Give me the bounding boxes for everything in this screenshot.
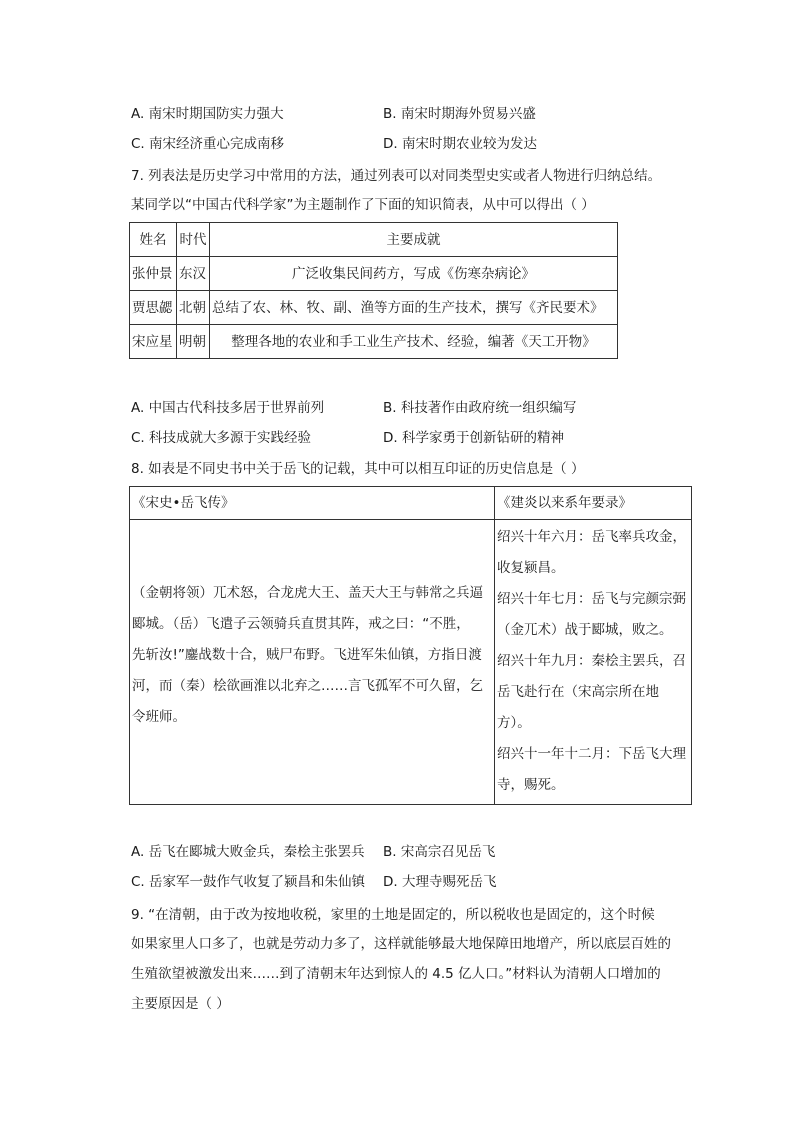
table-cell-achievement: 总结了农、林、牧、副、渔等方面的生产技术，撰写《齐民要术》 — [210, 291, 618, 325]
table-cell-jianyan — [495, 520, 692, 805]
table-cell-era: 北朝 — [177, 291, 210, 325]
table-row — [130, 257, 618, 291]
text-line: （金兀术）战于郾城，败之。 — [497, 622, 673, 638]
text-line: 岳飞赴行在（宋高宗所在地 — [497, 684, 659, 700]
q7-scientist-table — [129, 222, 618, 359]
text-line: 令班师。 — [132, 709, 186, 725]
q8-source-table — [129, 486, 692, 805]
table-cell-era: 东汉 — [177, 257, 210, 291]
table-cell-era: 明朝 — [177, 325, 210, 359]
table-cell-name: 贾思勰 — [130, 291, 177, 325]
table-header-row — [130, 223, 618, 257]
q7-option-b: B. 科技著作由政府统一组织编写 — [383, 400, 577, 416]
table-row — [130, 520, 692, 805]
q8-option-a: A. 岳飞在郾城大败金兵，秦桧主张罢兵 — [131, 844, 365, 860]
table-cell-name: 张仲景 — [130, 257, 177, 291]
text-line: 郾城。（岳）飞遣子云领骑兵直贯其阵，戒之曰：“不胜， — [132, 616, 470, 632]
q6-option-d: D. 南宋时期农业较为发达 — [383, 136, 537, 152]
q9-line-2: 如果家里人口多了，也就是劳动力多了，这样就能够最大地保障田地增产，所以底层百姓的 — [131, 936, 671, 952]
text-line: 绍兴十年九月：秦桧主罢兵，召 — [497, 653, 686, 669]
q9-line-3: 生殖欲望被激发出来……到了清朝末年达到惊人的 4.5 亿人口。”材料认为清朝人口增加的 — [131, 966, 661, 982]
table-cell-achievement: 广泛收集民间药方，写成《伤寒杂病论》 — [210, 257, 618, 291]
text-line: 寺，赐死。 — [497, 777, 565, 793]
q8-option-b: B. 宋高宗召见岳飞 — [383, 844, 496, 860]
q8-option-c: C. 岳家军一鼓作气收复了颍昌和朱仙镇 — [131, 874, 366, 890]
table-cell-achievement: 整理各地的农业和手工业生产技术、经验，编著《天工开物》 — [210, 325, 618, 359]
table-header-name: 姓名 — [130, 223, 177, 257]
text-line: 收复颍昌。 — [497, 560, 565, 576]
q6-option-c: C. 南宋经济重心完成南移 — [131, 136, 285, 152]
table-row — [130, 291, 618, 325]
q7-option-d: D. 科学家勇于创新钻研的精神 — [383, 430, 564, 446]
q6-option-a: A. 南宋时期国防实力强大 — [131, 106, 284, 122]
text-line: （金朝将领）兀术怒，合龙虎大王、盖天大王与韩常之兵逼 — [132, 585, 483, 601]
table-row — [130, 325, 618, 359]
table-header-jianyan: 《建炎以来系年要录》 — [495, 487, 692, 520]
q6-option-b: B. 南宋时期海外贸易兴盛 — [383, 106, 536, 122]
q8-option-d: D. 大理寺赐死岳飞 — [383, 874, 497, 890]
text-line: 先斩汝!”鏖战数十合，贼尸布野。飞进军朱仙镇，方指日渡 — [132, 647, 482, 663]
table-header-row — [130, 487, 692, 520]
text-line: 方）。 — [497, 715, 531, 731]
text-line: 绍兴十一年十二月：下岳飞大理 — [497, 746, 686, 762]
q7-option-c: C. 科技成就大多源于实践经验 — [131, 430, 312, 446]
table-header-era: 时代 — [177, 223, 210, 257]
q7-stem-line-1: 7. 列表法是历史学习中常用的方法，通过列表可以对同类型史实或者人物进行归纳总结。 — [131, 168, 662, 184]
text-line: 河，而（秦）桧欲画淮以北弃之……言飞孤军不可久留，乞 — [132, 678, 483, 694]
table-header-achievement: 主要成就 — [210, 223, 618, 257]
q9-line-4: 主要原因是（ ） — [131, 996, 230, 1012]
q9-line-1: 9. “在清朝，由于改为按地收税，家里的土地是固定的，所以税收也是固定的，这个时候 — [131, 907, 655, 923]
q8-stem: 8. 如表是不同史书中关于岳飞的记载，其中可以相互印证的历史信息是（ ） — [131, 461, 585, 477]
text-line: 绍兴十年六月：岳飞率兵攻金， — [497, 529, 686, 545]
q7-stem-line-2: 某同学以“中国古代科学家”为主题制作了下面的知识简表，从中可以得出（ ） — [131, 197, 595, 213]
table-header-songshi: 《宋史•岳飞传》 — [130, 487, 495, 520]
table-cell-songshi — [130, 520, 495, 805]
text-line: 绍兴十年七月：岳飞与完颜宗弼 — [497, 591, 686, 607]
q7-option-a: A. 中国古代科技多居于世界前列 — [131, 400, 325, 416]
table-cell-name: 宋应星 — [130, 325, 177, 359]
